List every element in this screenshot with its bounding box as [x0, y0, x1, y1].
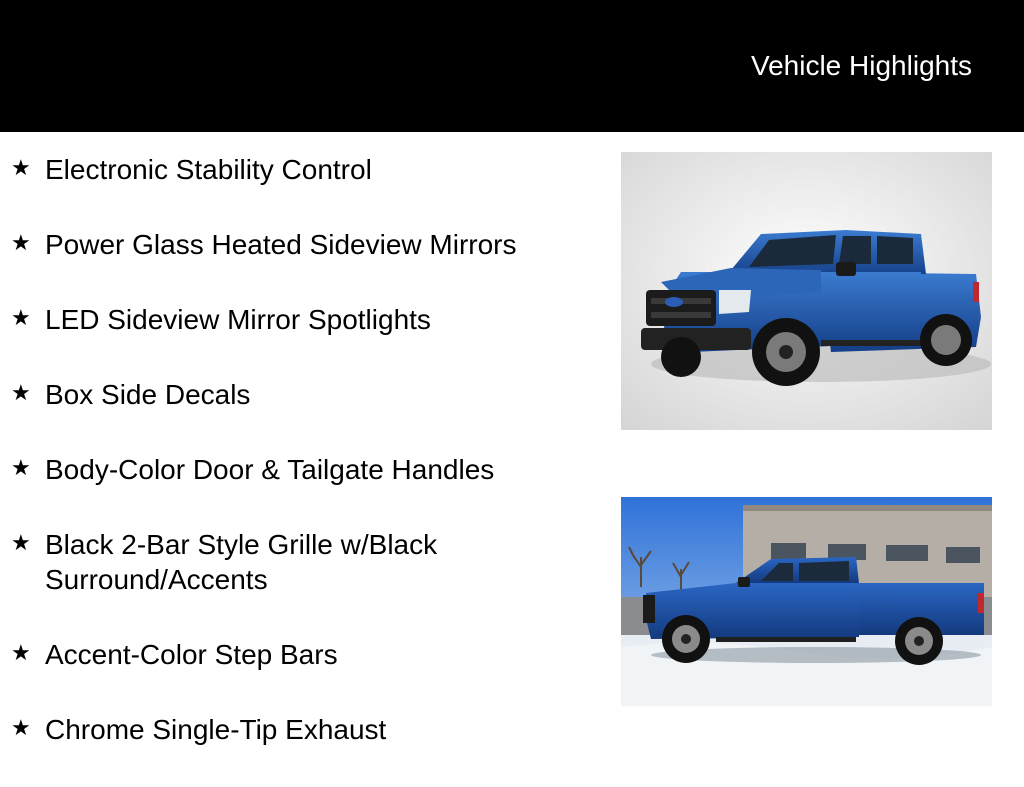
feature-label: Chrome Single-Tip Exhaust [45, 714, 387, 745]
header-bar [0, 0, 1024, 132]
feature-item [0, 302, 600, 337]
feature-label: Body-Color Door & Tailgate Handles [45, 454, 495, 485]
feature-label: LED Sideview Mirror Spotlights [45, 304, 431, 335]
star-icon: ★ [11, 155, 31, 180]
feature-list [0, 152, 600, 787]
truck-front-image [621, 152, 992, 430]
feature-item [0, 377, 600, 412]
feature-item [0, 227, 600, 262]
star-icon: ★ [11, 230, 31, 255]
truck-side-image [621, 497, 992, 706]
feature-item [0, 527, 600, 597]
star-icon: ★ [11, 455, 31, 480]
feature-label: Black 2-Bar Style Grille w/Black Surround/Accents [45, 529, 438, 595]
vehicle-photo-side [621, 497, 992, 706]
star-icon: ★ [11, 640, 31, 665]
star-icon: ★ [11, 305, 31, 330]
star-icon: ★ [11, 380, 31, 405]
feature-item [0, 712, 600, 747]
feature-label: Accent-Color Step Bars [45, 639, 338, 670]
star-icon: ★ [11, 530, 31, 555]
feature-label: Box Side Decals [45, 379, 251, 410]
feature-item [0, 637, 600, 672]
feature-label: Power Glass Heated Sideview Mirrors [45, 229, 517, 260]
feature-item [0, 152, 600, 187]
vehicle-photo-front [621, 152, 992, 430]
feature-item [0, 452, 600, 487]
feature-label: Electronic Stability Control [45, 154, 372, 185]
star-icon: ★ [11, 715, 31, 740]
page-title: Vehicle Highlights [750, 50, 972, 81]
